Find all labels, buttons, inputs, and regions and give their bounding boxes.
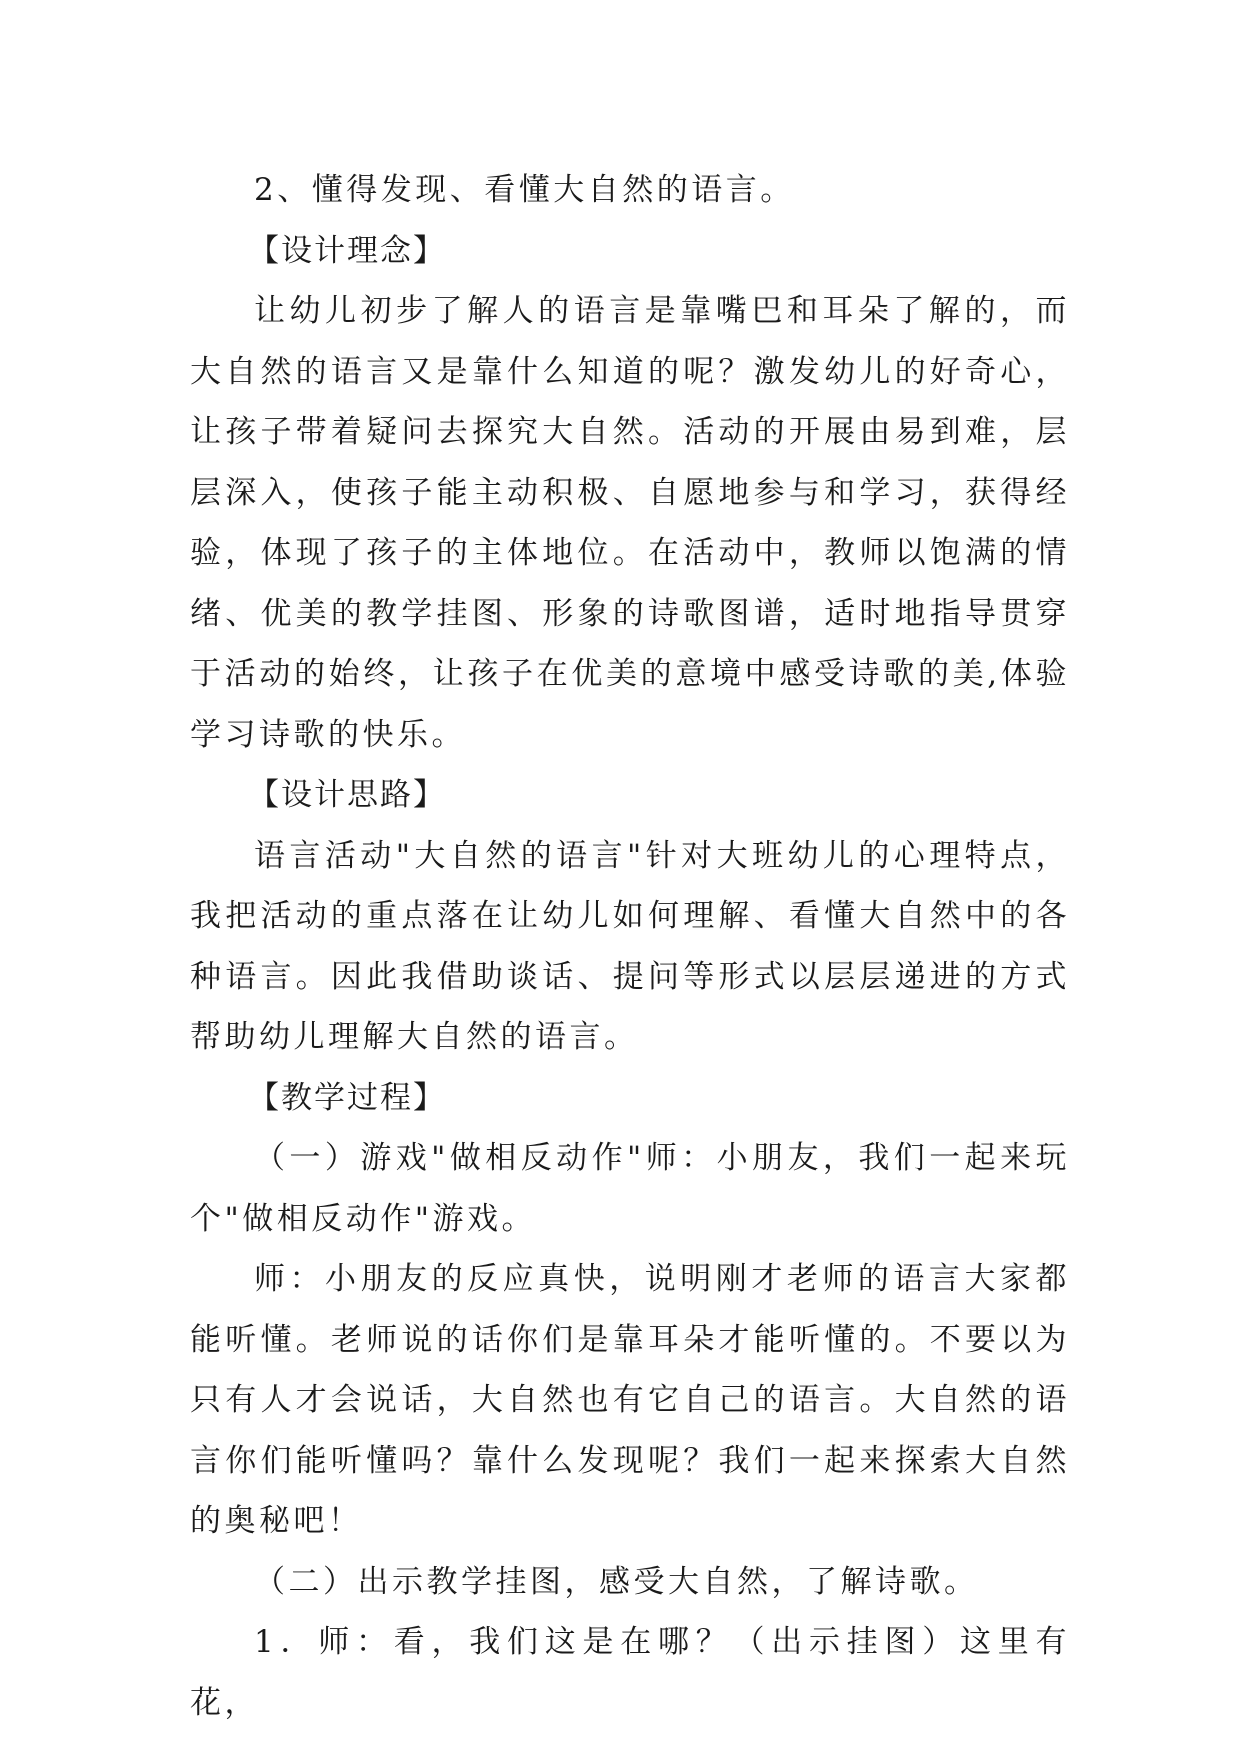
section-heading-design-concept: 【设计理念】: [248, 232, 446, 269]
paragraph-teacher-speech: 师：小朋友的反应真快，说明刚才老师的语言大家都能听懂。老师说的话你们是靠耳朵才能听懂的。不要以为只有人才会说话，大自然也有它自己的语言。大自然的语言你们能听懂吗？靠什么发现呢？我们一起来探索大自然的奥秘吧！: [190, 1261, 1070, 1539]
paragraph-design-concept: 让幼儿初步了解人的语言是靠嘴巴和耳朵了解的，而大自然的语言又是靠什么知道的呢？激发幼儿的好奇心，让孩子带着疑问去探究大自然。活动的开展由易到难，层层深入，使孩子能主动积极、自愿地参与和学习，获得经验，体现了孩子的主体地位。在活动中，教师以饱满的情绪、优美的教学挂图、形象的诗歌图谱，适时地指导贯穿于活动的始终，让孩子在优美的意境中感受诗歌的美,体验学习诗歌的快乐。: [190, 293, 1070, 753]
document-body: [190, 160, 1070, 1733]
paragraph-design-idea: 语言活动"大自然的语言"针对大班幼儿的心理特点，我把活动的重点落在让幼儿如何理解、看懂大自然中的各种语言。因此我借助谈话、提问等形式以层层递进的方式帮助幼儿理解大自然的语言。: [190, 837, 1070, 1055]
paragraph-game-intro: （一）游戏"做相反动作"师：小朋友，我们一起来玩个"做相反动作"游戏。: [190, 1140, 1070, 1237]
paragraph-step-one-teacher: 1．师：看，我们这是在哪？（出示挂图）这里有花，: [190, 1624, 1070, 1721]
section-heading-teaching-process: 【教学过程】: [248, 1079, 446, 1116]
paragraph-goal-2: 2、懂得发现、看懂大自然的语言。: [254, 172, 795, 208]
section-heading-design-idea: 【设计思路】: [248, 777, 446, 813]
paragraph-step-two: （二）出示教学挂图，感受大自然，了解诗歌。: [254, 1563, 979, 1600]
